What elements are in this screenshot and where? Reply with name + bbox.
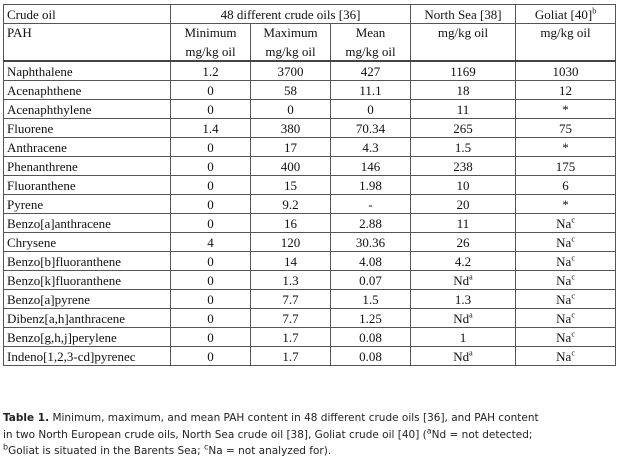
goliat-cell-footnote: c bbox=[571, 348, 575, 358]
mean-cell-value: 0.08 bbox=[359, 329, 382, 345]
goliat-cell bbox=[516, 195, 616, 214]
goliat-cell-value: Na bbox=[556, 348, 572, 364]
maximum-cell-value: 7.7 bbox=[282, 291, 299, 307]
north-sea-cell-value: Nd bbox=[453, 348, 470, 364]
maximum-cell-value: 14 bbox=[284, 253, 297, 269]
minimum-cell-value: 4 bbox=[207, 234, 214, 250]
goliat-cell-footnote: c bbox=[571, 215, 575, 225]
minimum-cell-value: 0 bbox=[207, 253, 214, 269]
pah-name-cell-value: Acenaphthene bbox=[7, 82, 82, 98]
minimum-cell bbox=[171, 119, 251, 138]
maximum-cell bbox=[251, 347, 331, 366]
goliat-cell-value: 1030 bbox=[552, 63, 579, 79]
pah-name-cell bbox=[4, 61, 171, 81]
north-sea-cell bbox=[411, 138, 516, 157]
table-row bbox=[4, 347, 616, 366]
pah-name-cell-value: Phenanthrene bbox=[7, 158, 78, 174]
goliat-cell-value: Na bbox=[556, 234, 572, 250]
caption-label: Table 1. bbox=[3, 412, 50, 424]
minimum-cell bbox=[171, 138, 251, 157]
pah-name-cell-value: Dibenz[a,h]anthracene bbox=[7, 310, 126, 326]
minimum-cell-value: 0 bbox=[207, 329, 214, 345]
table-row bbox=[4, 138, 616, 157]
maximum-cell bbox=[251, 233, 331, 252]
north-sea-cell-footnote: a bbox=[469, 272, 473, 282]
pah-name-cell bbox=[4, 271, 171, 290]
table-row bbox=[4, 195, 616, 214]
north-sea-cell bbox=[411, 214, 516, 233]
pah-name-cell-value: Benzo[b]fluoranthene bbox=[7, 253, 122, 269]
goliat-cell bbox=[516, 328, 616, 347]
caption-text-2b: Nd = not detected; bbox=[431, 428, 533, 441]
minimum-cell-value: 0 bbox=[207, 158, 214, 174]
pah-name-cell bbox=[4, 233, 171, 252]
minimum-cell-value: 0 bbox=[207, 215, 214, 231]
pah-name-cell-value: Chrysene bbox=[7, 234, 57, 250]
pah-name-cell bbox=[4, 176, 171, 195]
pah-name-cell-value: Fluoranthene bbox=[7, 177, 76, 193]
mean-cell bbox=[331, 271, 411, 290]
goliat-cell-value: 75 bbox=[559, 120, 573, 136]
mean-cell-value: 4.3 bbox=[362, 139, 379, 155]
maximum-cell bbox=[251, 81, 331, 100]
pah-name-cell-value: Benzo[a]pyrene bbox=[7, 291, 91, 307]
goliat-cell bbox=[516, 347, 616, 366]
minimum-cell-value: 0 bbox=[207, 310, 214, 326]
table-row bbox=[4, 61, 616, 81]
header-goliat bbox=[516, 5, 616, 24]
north-sea-cell-value: 265 bbox=[453, 120, 473, 136]
maximum-cell bbox=[251, 176, 331, 195]
mean-cell-value: 427 bbox=[360, 63, 381, 79]
goliat-cell bbox=[516, 100, 616, 119]
table-row bbox=[4, 309, 616, 328]
north-sea-cell bbox=[411, 252, 516, 271]
caption-sup-a: a bbox=[426, 426, 432, 435]
north-sea-cell bbox=[411, 61, 516, 81]
header-minimum-unit: mg/kg oil bbox=[171, 42, 251, 61]
header-north-sea: North Sea [38] bbox=[411, 5, 516, 24]
minimum-cell-value: 0 bbox=[207, 177, 214, 193]
minimum-cell-value: 0 bbox=[207, 348, 214, 364]
goliat-cell-footnote: c bbox=[571, 310, 575, 320]
goliat-cell bbox=[516, 176, 616, 195]
north-sea-cell bbox=[411, 271, 516, 290]
minimum-cell bbox=[171, 81, 251, 100]
pah-name-cell-value: Benzo[g,h,j]perylene bbox=[7, 329, 117, 345]
minimum-cell bbox=[171, 252, 251, 271]
minimum-cell bbox=[171, 157, 251, 176]
maximum-cell-value: 0 bbox=[287, 101, 294, 117]
mean-cell-value: 146 bbox=[360, 158, 381, 174]
header-minimum: Minimum bbox=[171, 24, 251, 43]
table-caption bbox=[3, 410, 615, 460]
maximum-cell bbox=[251, 290, 331, 309]
mean-cell-value: 30.36 bbox=[355, 234, 386, 250]
north-sea-cell-footnote: a bbox=[469, 348, 473, 358]
north-sea-cell-value: 10 bbox=[456, 177, 470, 193]
north-sea-cell-value: 11 bbox=[456, 215, 470, 231]
north-sea-cell bbox=[411, 176, 516, 195]
minimum-cell bbox=[171, 347, 251, 366]
goliat-cell-footnote: c bbox=[571, 329, 575, 339]
minimum-cell bbox=[171, 176, 251, 195]
header-mean-unit: mg/kg oil bbox=[331, 42, 411, 61]
minimum-cell-value: 0 bbox=[207, 139, 214, 155]
maximum-cell-value: 16 bbox=[284, 215, 297, 231]
maximum-cell bbox=[251, 195, 331, 214]
maximum-cell-value: 1.3 bbox=[282, 272, 299, 288]
maximum-cell-value: 15 bbox=[284, 177, 297, 193]
caption-text-1: Minimum, maximum, and mean PAH content in 48 different crude oils [36], and PAH content bbox=[52, 412, 539, 424]
maximum-cell bbox=[251, 271, 331, 290]
pah-name-cell bbox=[4, 157, 171, 176]
maximum-cell bbox=[251, 309, 331, 328]
table-row bbox=[4, 157, 616, 176]
minimum-cell bbox=[171, 195, 251, 214]
goliat-cell-value: Na bbox=[556, 215, 572, 231]
header-maximum-unit: mg/kg oil bbox=[251, 42, 331, 61]
minimum-cell bbox=[171, 233, 251, 252]
goliat-cell-value: 12 bbox=[559, 82, 573, 98]
mean-cell bbox=[331, 61, 411, 81]
goliat-cell-value: * bbox=[562, 101, 569, 117]
pah-name-cell-value: Fluorene bbox=[7, 120, 54, 136]
mean-cell bbox=[331, 347, 411, 366]
mean-cell-value: 1.25 bbox=[359, 310, 382, 326]
header-goliat-unit: mg/kg oil bbox=[516, 24, 616, 62]
goliat-cell-footnote: c bbox=[571, 291, 575, 301]
mean-cell-value: 2.88 bbox=[359, 215, 382, 231]
table-row bbox=[4, 271, 616, 290]
caption-line-2 bbox=[3, 427, 615, 444]
minimum-cell bbox=[171, 61, 251, 81]
caption-text-2a: in two North European crude oils, North Sea crude oil [38], Goliat crude oil [40] ( bbox=[3, 428, 427, 441]
north-sea-cell-value: Nd bbox=[453, 272, 470, 288]
header-goliat-sup: b bbox=[592, 6, 597, 16]
goliat-cell-value: Na bbox=[556, 291, 572, 307]
minimum-cell-value: 0 bbox=[207, 101, 214, 117]
north-sea-cell-value: 20 bbox=[456, 196, 470, 212]
header-row-1 bbox=[4, 5, 616, 24]
mean-cell bbox=[331, 138, 411, 157]
mean-cell-value: 0 bbox=[367, 101, 374, 117]
goliat-cell-footnote: c bbox=[571, 272, 575, 282]
mean-cell-value: 1.98 bbox=[359, 177, 382, 193]
north-sea-cell-value: 238 bbox=[453, 158, 473, 174]
minimum-cell bbox=[171, 271, 251, 290]
maximum-cell-value: 9.2 bbox=[282, 196, 299, 212]
maximum-cell-value: 120 bbox=[280, 234, 301, 250]
north-sea-cell-value: 1.3 bbox=[454, 291, 472, 307]
mean-cell-value: 0.08 bbox=[359, 348, 382, 364]
table-row bbox=[4, 176, 616, 195]
north-sea-cell bbox=[411, 328, 516, 347]
goliat-cell bbox=[516, 309, 616, 328]
mean-cell bbox=[331, 252, 411, 271]
mean-cell bbox=[331, 100, 411, 119]
maximum-cell-value: 1.7 bbox=[282, 329, 299, 345]
pah-name-cell-value: Pyrene bbox=[7, 196, 44, 212]
mean-cell-value: 70.34 bbox=[355, 120, 386, 136]
table-row bbox=[4, 290, 616, 309]
mean-cell bbox=[331, 233, 411, 252]
north-sea-cell bbox=[411, 119, 516, 138]
pah-name-cell bbox=[4, 252, 171, 271]
table-row bbox=[4, 119, 616, 138]
minimum-cell-value: 0 bbox=[207, 272, 214, 288]
north-sea-cell-value: 1.5 bbox=[454, 139, 472, 155]
mean-cell-value: - bbox=[368, 196, 373, 212]
maximum-cell-value: 7.7 bbox=[282, 310, 299, 326]
north-sea-cell bbox=[411, 347, 516, 366]
mean-cell bbox=[331, 195, 411, 214]
minimum-cell-value: 0 bbox=[207, 82, 214, 98]
goliat-cell bbox=[516, 290, 616, 309]
north-sea-cell bbox=[411, 157, 516, 176]
minimum-cell-value: 0 bbox=[207, 291, 214, 307]
pah-name-cell bbox=[4, 290, 171, 309]
maximum-cell bbox=[251, 138, 331, 157]
caption-sup-b: b bbox=[3, 442, 9, 452]
maximum-cell bbox=[251, 119, 331, 138]
mean-cell-value: 4.08 bbox=[359, 253, 382, 269]
mean-cell-value: 1.5 bbox=[362, 291, 379, 307]
maximum-cell bbox=[251, 100, 331, 119]
minimum-cell bbox=[171, 309, 251, 328]
mean-cell-value: 11.1 bbox=[359, 82, 382, 98]
minimum-cell bbox=[171, 290, 251, 309]
maximum-cell bbox=[251, 214, 331, 233]
table-container bbox=[3, 4, 615, 366]
north-sea-cell-value: 26 bbox=[456, 234, 470, 250]
north-sea-cell-value: 18 bbox=[456, 82, 470, 98]
north-sea-cell bbox=[411, 195, 516, 214]
maximum-cell-value: 58 bbox=[284, 82, 297, 98]
goliat-cell bbox=[516, 61, 616, 81]
north-sea-cell bbox=[411, 100, 516, 119]
goliat-cell-value: Na bbox=[556, 253, 572, 269]
minimum-cell bbox=[171, 214, 251, 233]
north-sea-cell-value: Nd bbox=[453, 310, 470, 326]
pah-name-cell-value: Benzo[k]fluoranthene bbox=[7, 272, 122, 288]
minimum-cell-value: 0 bbox=[207, 196, 214, 212]
goliat-cell bbox=[516, 119, 616, 138]
minimum-cell bbox=[171, 328, 251, 347]
caption-line-3 bbox=[3, 443, 615, 460]
goliat-cell-footnote: c bbox=[571, 253, 575, 263]
caption-line-1 bbox=[3, 410, 615, 427]
goliat-cell bbox=[516, 271, 616, 290]
caption-sup-c: c bbox=[203, 442, 209, 452]
pah-name-cell bbox=[4, 195, 171, 214]
header-crude-oil: Crude oil bbox=[4, 5, 171, 24]
maximum-cell-value: 1.7 bbox=[282, 348, 299, 364]
header-row-2 bbox=[4, 24, 616, 43]
pah-name-cell bbox=[4, 81, 171, 100]
pah-name-cell-value: Naphthalene bbox=[7, 63, 73, 79]
table-row bbox=[4, 81, 616, 100]
goliat-cell-value: Na bbox=[556, 310, 572, 326]
north-sea-cell-value: 1169 bbox=[450, 63, 476, 79]
pah-content-table bbox=[3, 4, 616, 366]
pah-name-cell bbox=[4, 100, 171, 119]
pah-name-cell bbox=[4, 328, 171, 347]
goliat-cell bbox=[516, 233, 616, 252]
north-sea-cell bbox=[411, 81, 516, 100]
mean-cell bbox=[331, 81, 411, 100]
maximum-cell-value: 400 bbox=[280, 158, 301, 174]
table-row bbox=[4, 252, 616, 271]
goliat-cell-value: Na bbox=[556, 329, 572, 345]
mean-cell-value: 0.07 bbox=[359, 272, 382, 288]
north-sea-cell-footnote: a bbox=[469, 310, 473, 320]
pah-name-cell-value: Indeno[1,2,3-cd]pyrenec bbox=[7, 348, 136, 364]
header-48-crude-oils: 48 different crude oils [36] bbox=[171, 5, 411, 24]
pah-name-cell bbox=[4, 119, 171, 138]
maximum-cell bbox=[251, 157, 331, 176]
mean-cell bbox=[331, 309, 411, 328]
goliat-cell bbox=[516, 81, 616, 100]
goliat-cell bbox=[516, 157, 616, 176]
pah-name-cell bbox=[4, 214, 171, 233]
goliat-cell-value: * bbox=[562, 196, 569, 212]
mean-cell bbox=[331, 328, 411, 347]
header-north-sea-unit: mg/kg oil bbox=[411, 24, 516, 62]
mean-cell bbox=[331, 157, 411, 176]
goliat-cell-footnote: c bbox=[571, 234, 575, 244]
mean-cell bbox=[331, 214, 411, 233]
header-mean: Mean bbox=[331, 24, 411, 43]
pah-name-cell-value: Benzo[a]anthracene bbox=[7, 215, 111, 231]
mean-cell bbox=[331, 176, 411, 195]
goliat-cell bbox=[516, 214, 616, 233]
header-goliat-text: Goliat [40] bbox=[534, 6, 593, 22]
north-sea-cell-value: 4.2 bbox=[454, 253, 472, 269]
maximum-cell bbox=[251, 252, 331, 271]
header-maximum: Maximum bbox=[251, 24, 331, 43]
table-row bbox=[4, 100, 616, 119]
maximum-cell-value: 17 bbox=[284, 139, 297, 155]
caption-text-3b: Na = not analyzed for). bbox=[208, 445, 332, 457]
goliat-cell bbox=[516, 138, 616, 157]
maximum-cell bbox=[251, 61, 331, 81]
north-sea-cell-value: 1 bbox=[459, 329, 467, 345]
table-row bbox=[4, 233, 616, 252]
caption-text-3a: Goliat is situated in the Barents Sea; bbox=[8, 445, 204, 457]
goliat-cell bbox=[516, 252, 616, 271]
maximum-cell bbox=[251, 328, 331, 347]
maximum-cell-value: 3700 bbox=[277, 63, 304, 79]
pah-name-cell bbox=[4, 138, 171, 157]
goliat-cell-value: Na bbox=[556, 272, 572, 288]
pah-name-cell bbox=[4, 309, 171, 328]
goliat-cell-value: * bbox=[562, 139, 569, 155]
minimum-cell-value: 1.2 bbox=[202, 63, 219, 79]
table-row bbox=[4, 214, 616, 233]
mean-cell bbox=[331, 290, 411, 309]
minimum-cell bbox=[171, 100, 251, 119]
north-sea-cell bbox=[411, 233, 516, 252]
goliat-cell-value: 175 bbox=[555, 158, 576, 174]
maximum-cell-value: 380 bbox=[280, 120, 301, 136]
goliat-cell-value: 6 bbox=[562, 177, 569, 193]
minimum-cell-value: 1.4 bbox=[202, 120, 219, 136]
north-sea-cell bbox=[411, 309, 516, 328]
north-sea-cell bbox=[411, 290, 516, 309]
north-sea-cell-value: 11 bbox=[456, 101, 470, 117]
pah-name-cell-value: Anthracene bbox=[7, 139, 67, 155]
pah-name-cell bbox=[4, 347, 171, 366]
table-row bbox=[4, 328, 616, 347]
pah-name-cell-value: Acenaphthylene bbox=[7, 101, 92, 117]
header-pah: PAH bbox=[4, 24, 171, 62]
mean-cell bbox=[331, 119, 411, 138]
